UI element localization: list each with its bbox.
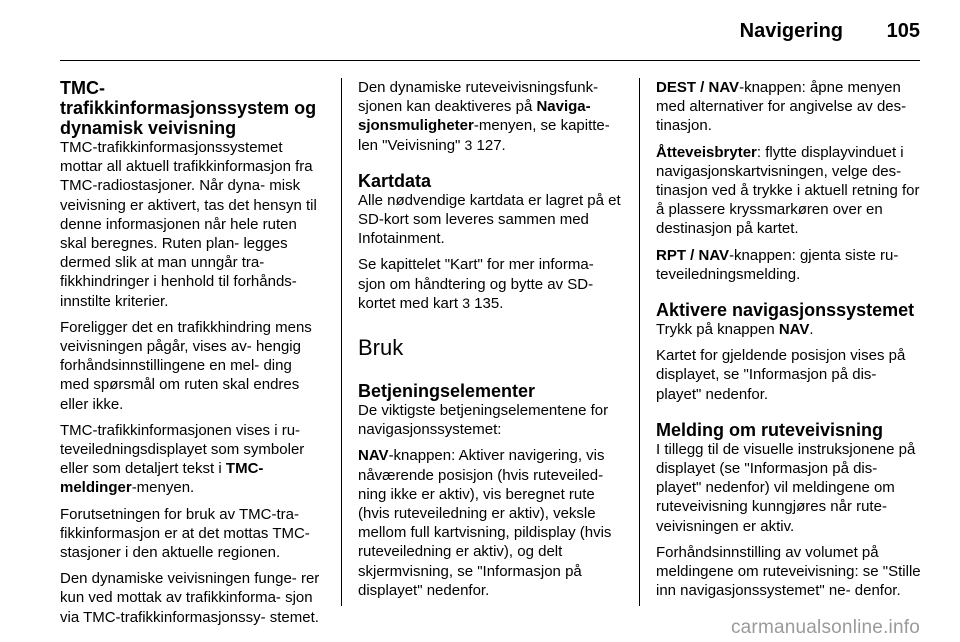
paragraph: Forhåndsinnstilling av volumet på meldingene om ruteveivisning: se "Stille inn navigasjonssystemet" ne- denfor.	[656, 543, 921, 600]
button-name-nav: NAV	[778, 321, 810, 339]
page-ref-icon: 3	[464, 136, 473, 153]
text: -menyen.	[131, 479, 195, 497]
chapter-heading-bruk: Bruk	[358, 335, 404, 361]
text: .	[809, 321, 814, 339]
paragraph: Forutsetningen for bruk av TMC-tra- fikkinformasjon er at det mottas TMC- stasjoner i den aktuelle regionen.	[60, 505, 310, 562]
column-divider	[341, 78, 342, 606]
text: Trykk på knappen	[656, 321, 779, 339]
text: : flytte displayvinduet i navigasjonskartvisningen, velge des- tinasjon ved å trykke i aktuell retning for å plassere kryssmarkøren over en destinasjon på kartet.	[656, 143, 920, 238]
paragraph: Kartet for gjeldende posisjon vises på displayet, se "Informasjon på dis- playet" nedenfor.	[656, 347, 906, 403]
paragraph	[358, 446, 623, 600]
paragraph	[656, 143, 924, 239]
page-ref-icon: 3	[462, 294, 470, 311]
section-heading-tmc: TMC-trafikkinformasjonssystem og dynamisk veivisning	[60, 78, 317, 138]
paragraph: TMC-trafikkinformasjonssystemet mottar all aktuell trafikkinformasjon fra TMC-radiostasjoner. Når dyna- misk veivisning er aktivert, tas det hensyn til denne informasjonen når hele ruten skal beregnes. Ruten plan- legges dermed slik at man unngår tra- fikkhindringer i henhold til forhånds- innstilte kriterier.	[60, 139, 317, 310]
text: -knappen: gjenta siste ru- teveiledningsmelding.	[656, 246, 899, 283]
paragraph: De viktigste betjeningselementene for navigasjonssystemet:	[358, 402, 609, 439]
button-name-rpt-nav: RPT / NAV	[656, 246, 730, 264]
header-rule	[60, 60, 920, 61]
page-number: 105	[886, 20, 920, 42]
menu-name-tmc-meldinger: TMC- meldinger	[60, 460, 264, 497]
text: -menyen, se kapitte- len "Veivisning"	[358, 117, 610, 154]
page-header	[0, 0, 960, 60]
button-name-dest-nav: DEST / NAV	[656, 79, 740, 96]
paragraph	[60, 421, 325, 498]
paragraph	[358, 78, 623, 155]
section-heading-betjeningselementer: Betjeningselementer	[358, 381, 536, 402]
page-ref: 135.	[474, 294, 504, 312]
paragraph: Alle nødvendige kartdata er lagret på et SD-kort som leveres sammen med Infotainment.	[358, 191, 621, 248]
section-heading-aktivere: Aktivere navigasjonssystemet	[656, 300, 915, 321]
paragraph: Foreligger det en trafikkhindring mens veivisningen pågår, vises av- hengig forhåndsinnstillingene en mel- ding med spørsmål om ruten skal endres eller ikke.	[60, 318, 312, 413]
paragraph	[656, 246, 924, 284]
paragraph: Den dynamiske veivisningen funge- rer kun ved mottak av trafikkinforma- sjon via TMC-trafikkinformasjonssy- stemet.	[60, 570, 320, 626]
section-heading-kartdata: Kartdata	[358, 170, 432, 191]
menu-name-navigasjonsmuligheter: Naviga- sjonsmuligheter	[358, 98, 591, 135]
page-title: Navigering	[739, 20, 843, 42]
column-middle	[358, 78, 623, 600]
text: TMC-trafikkinformasjonen vises i ru- teveiledningsdisplayet som symboler eller som detaljert tekst i	[60, 421, 305, 478]
text: -knappen: Aktiver navigering, vis nåværende posisjon (hvis ruteveiled- ning ikke er aktiv), vis beregnet rute (hvis ruteveiledning er aktiv), veksle mellom full kartvisning, pildisplay (hvis ruteveiledning er aktiv), og delt skjermvisning, se "Informasjon på displayet" nedenfor.	[358, 447, 612, 599]
paragraph	[656, 320, 924, 339]
column-divider	[639, 78, 640, 606]
control-name-atteveisbryter: Åtteveisbryter	[656, 143, 757, 161]
text: Den dynamiske ruteveivisningsfunk- sjonen kan deaktiveres på	[358, 79, 599, 116]
watermark: carmanualsonline.info	[730, 617, 920, 638]
section-heading-melding: Melding om ruteveivisning	[656, 419, 884, 440]
button-name-nav: NAV	[358, 447, 389, 465]
page-ref: 127.	[476, 136, 506, 154]
paragraph: I tillegg til de visuelle instruksjonene på displayet (se "Informasjon på dis- playet" nedenfor) vil meldingene om ruteveivisning kunngjøres når rute- veivisningen er aktiv.	[656, 440, 916, 535]
paragraph	[656, 78, 924, 136]
text: -knappen: åpne menyen med alternativer for angivelse av des- tinasjon.	[656, 79, 907, 135]
column-right	[656, 78, 924, 600]
paragraph	[358, 255, 623, 313]
column-left	[60, 78, 325, 627]
text: Se kapittelet "Kart" for mer informa- sjon om håndtering og bytte av SD- kortet med kart	[358, 256, 594, 312]
